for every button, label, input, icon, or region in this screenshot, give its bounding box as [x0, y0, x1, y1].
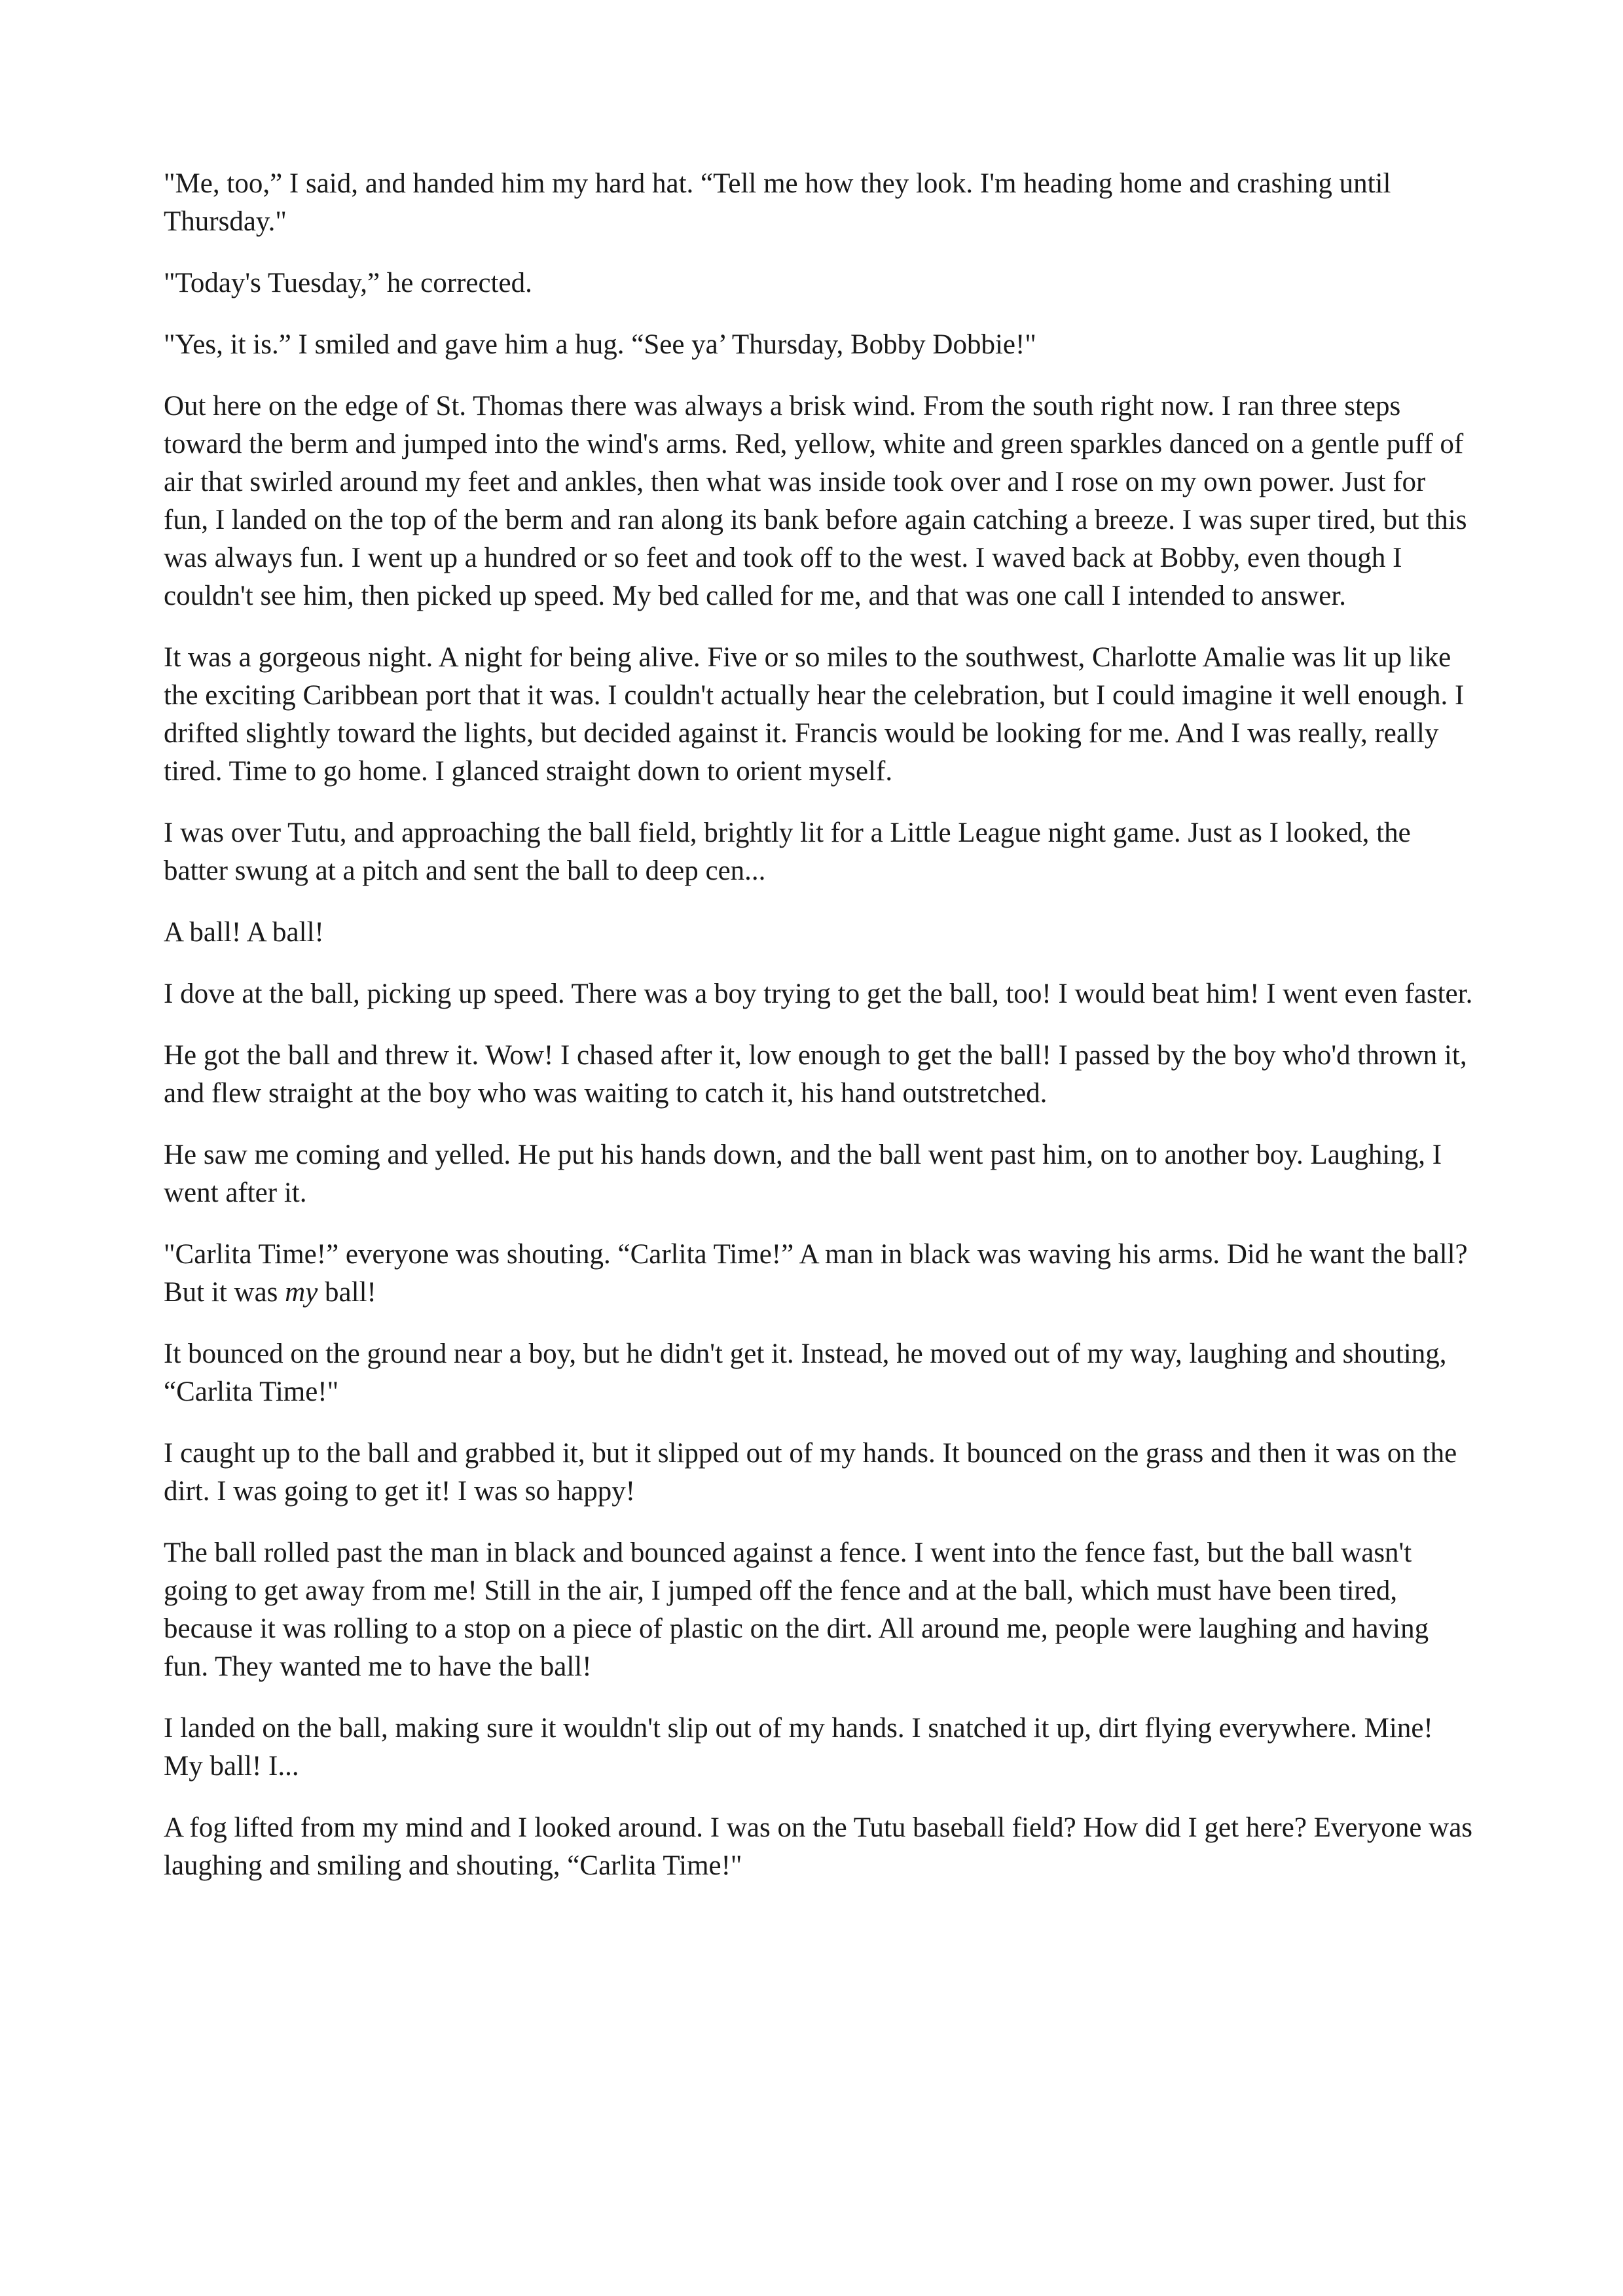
paragraph-see-ya-thursday: "Yes, it is.” I smiled and gave him a hug. “See ya’ Thursday, Bobby Dobbie!" [164, 329, 1036, 360]
paragraph-todays-tuesday: "Today's Tuesday,” he corrected. [164, 268, 532, 298]
paragraph-fog-lifted: A fog lifted from my mind and I looked around. I was on the Tutu baseball field? How did I get here? Everyone was laughing and smiling and shouting, “Carlita Time!" [164, 1812, 1473, 1881]
paragraph-text-segment: "Carlita Time!” everyone was shouting. “Carlita Time!” A man in black was waving his arms. Did he want the ball? But it was [164, 1239, 1468, 1308]
paragraph-saw-me-coming: He saw me coming and yelled. He put his hands down, and the ball went past him, on to another boy. Laughing, I went after it. [164, 1139, 1442, 1208]
paragraph-landed-on-ball: I landed on the ball, making sure it wouldn't slip out of my hands. I snatched it up, dirt flying everywhere. Mine! My ball! I... [164, 1713, 1433, 1782]
paragraph-gorgeous-night: It was a gorgeous night. A night for being alive. Five or so miles to the southwest, Charlotte Amalie was lit up like the exciting Caribbean port that it was. I couldn't actually hear the celebration, but I could imagine it well enough. I drifted slightly toward the lights, but decided against it. Francis would be looking for me. And I was really, really tired. Time to go home. I glanced straight down to orient myself. [164, 642, 1465, 787]
paragraph-ball-rolled: The ball rolled past the man in black and bounced against a fence. I went into the fence fast, but the ball wasn't going to get away from me! Still in the air, I jumped off the fence and at the ball, which must have been tired, because it was rolling to a stop on a piece of plastic on the dirt. All around me, people were laughing and having fun. They wanted me to have the ball! [164, 1537, 1429, 1682]
paragraph-over-tutu: I was over Tutu, and approaching the ball field, brightly lit for a Little League night game. Just as I looked, the batter swung at a pitch and sent the ball to deep cen... [164, 817, 1411, 886]
document-page [164, 165, 1473, 1909]
paragraph-a-ball: A ball! A ball! [164, 917, 324, 948]
paragraph-caught-up: I caught up to the ball and grabbed it, but it slipped out of my hands. It bounced on the grass and then it was on the dirt. I was going to get it! I was so happy! [164, 1438, 1457, 1507]
paragraph-threw-it: He got the ball and threw it. Wow! I chased after it, low enough to get the ball! I passed by the boy who'd thrown it, and flew straight at the boy who was waiting to catch it, his hand outstretched. [164, 1040, 1467, 1109]
paragraph-dove-at-ball: I dove at the ball, picking up speed. There was a boy trying to get the ball, too! I would beat him! I went even faster. [164, 978, 1473, 1009]
paragraph-bounced-near-boy: It bounced on the ground near a boy, but he didn't get it. Instead, he moved out of my way, laughing and shouting, “Carlita Time!" [164, 1338, 1447, 1407]
paragraph-hard-hat: "Me, too,” I said, and handed him my hard hat. “Tell me how they look. I'm heading home and crashing until Thursday." [164, 168, 1391, 237]
paragraph-italic-segment: my [285, 1277, 318, 1308]
paragraph-carlita-time [164, 1236, 1473, 1312]
paragraph-text-segment: ball! [318, 1277, 376, 1308]
paragraph-brisk-wind: Out here on the edge of St. Thomas there was always a brisk wind. From the south right now. I ran three steps toward the berm and jumped into the wind's arms. Red, yellow, white and green sparkles danced on a gentle puff of air that swirled around my feet and ankles, then what was inside took over and I rose on my own power. Just for fun, I landed on the top of the berm and ran along its bank before again catching a breeze. I was super tired, but this was always fun. I went up a hundred or so feet and took off to the west. I waved back at Bobby, even though I couldn't see him, then picked up speed. My bed called for me, and that was one call I intended to answer. [164, 391, 1467, 611]
